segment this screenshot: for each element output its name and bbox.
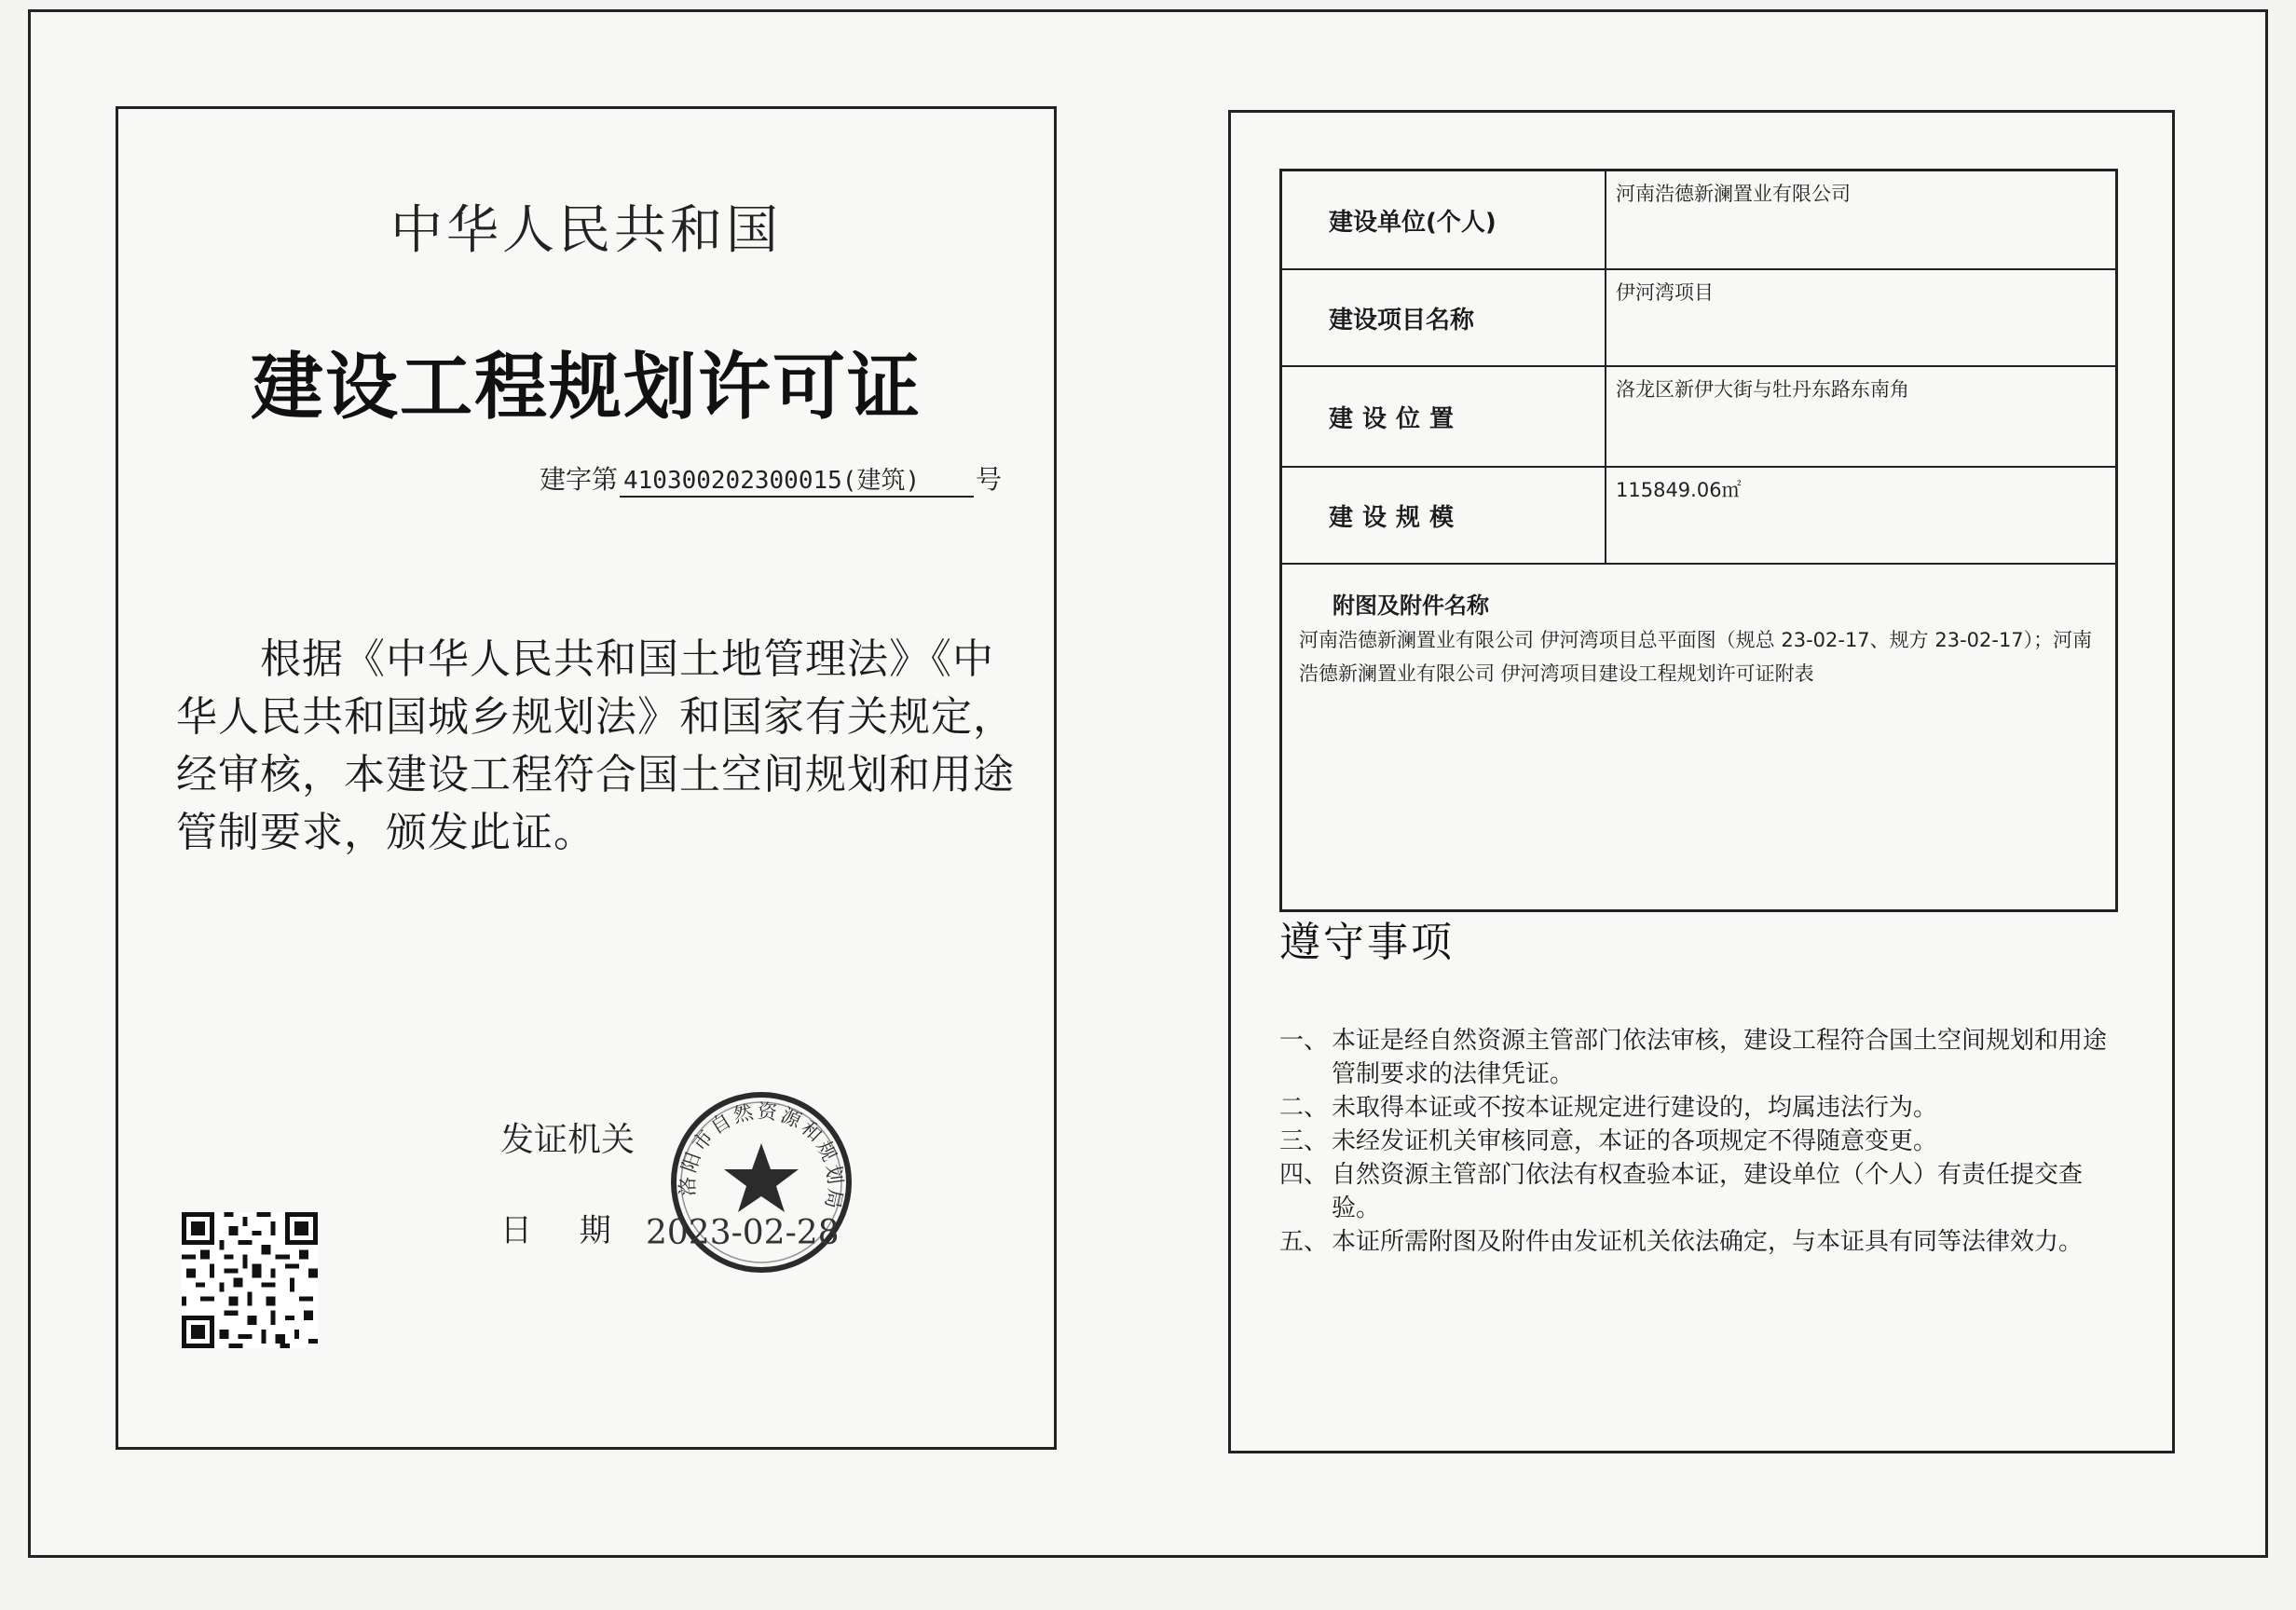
list-item (1279, 1125, 2127, 1158)
qr-code (182, 1212, 318, 1348)
rule-text: 自然资源主管部门依法有权查验本证，建设单位（个人）有责任提交查验。 (1332, 1161, 2084, 1222)
rule-number: 一、 (1279, 1027, 1329, 1055)
rules-list (1279, 1024, 2127, 1259)
certificate-cover-page (116, 106, 1057, 1450)
table-row (1281, 366, 2117, 467)
rule-number: 四、 (1279, 1161, 1329, 1189)
list-item (1279, 1225, 2127, 1259)
location-value: 洛龙区新伊大街与牡丹东路东南角 (1606, 366, 2117, 467)
rule-text: 未取得本证或不按本证规定进行建设的，均属违法行为。 (1332, 1094, 1938, 1122)
attachments-title: 附图及附件名称 (1332, 593, 1489, 619)
attachments-cell (1281, 564, 2117, 911)
certificate-number-suffix: 号 (975, 464, 1002, 495)
certificate-title: 建设工程规划许可证 (250, 346, 922, 430)
certificate-number (540, 459, 1002, 498)
table-row (1281, 467, 2117, 564)
date-label: 日 期 (500, 1212, 611, 1249)
certificate-number-value: 410300202300015(建筑) (620, 461, 974, 498)
svg-text:洛阳市自然资源和规划局: 洛阳市自然资源和规划局 (676, 1099, 847, 1214)
table-row (1281, 564, 2117, 911)
certificate-number-prefix: 建字第 (539, 464, 618, 495)
list-item (1279, 1091, 2127, 1125)
scale-label: 建设规模 (1281, 467, 1606, 564)
issuer-label: 发证机关 (500, 1121, 636, 1159)
rule-number: 三、 (1279, 1127, 1329, 1155)
rule-text: 本证所需附图及附件由发证机关依法确定，与本证具有同等法律效力。 (1332, 1228, 2084, 1256)
rules-title: 遵守事项 (1279, 919, 1455, 966)
rule-number: 五、 (1279, 1228, 1329, 1256)
construction-unit-value: 河南浩德新澜置业有限公司 (1606, 171, 2117, 270)
list-item (1279, 1158, 2127, 1225)
rule-text: 未经发证机关审核同意，本证的各项规定不得随意变更。 (1332, 1127, 1938, 1155)
list-item (1279, 1024, 2127, 1091)
project-info-table (1279, 169, 2118, 912)
construction-unit-label: 建设单位(个人) (1281, 171, 1606, 270)
location-label: 建设位置 (1281, 366, 1606, 467)
issue-date: 2023-02-28 (646, 1214, 840, 1252)
certificate-body-text: 根据《中华人民共和国土地管理法》《中华人民共和国城乡规划法》和国家有关规定，经审核，本建设工程符合国土空间规划和用途管制要求，颁发此证。 (176, 635, 1015, 856)
project-name-label: 建设项目名称 (1281, 269, 1606, 366)
scale-value: 115849.06㎡ (1606, 467, 2117, 564)
attachments-text: 河南浩德新澜置业有限公司 伊河湾项目总平面图（规总 23-02-17、规方 23-02-17）；河南浩德新澜置业有限公司 伊河湾项目建设工程规划许可证附表 (1299, 629, 2093, 685)
project-name-value: 伊河湾项目 (1606, 269, 2117, 366)
country-title: 中华人民共和国 (390, 200, 782, 261)
rule-number: 二、 (1279, 1094, 1329, 1122)
table-row (1281, 269, 2117, 366)
certificate-details-page (1228, 110, 2175, 1453)
table-row (1281, 171, 2117, 270)
rule-text: 本证是经自然资源主管部门依法审核，建设工程符合国土空间规划和用途管制要求的法律凭证。 (1332, 1027, 2108, 1088)
